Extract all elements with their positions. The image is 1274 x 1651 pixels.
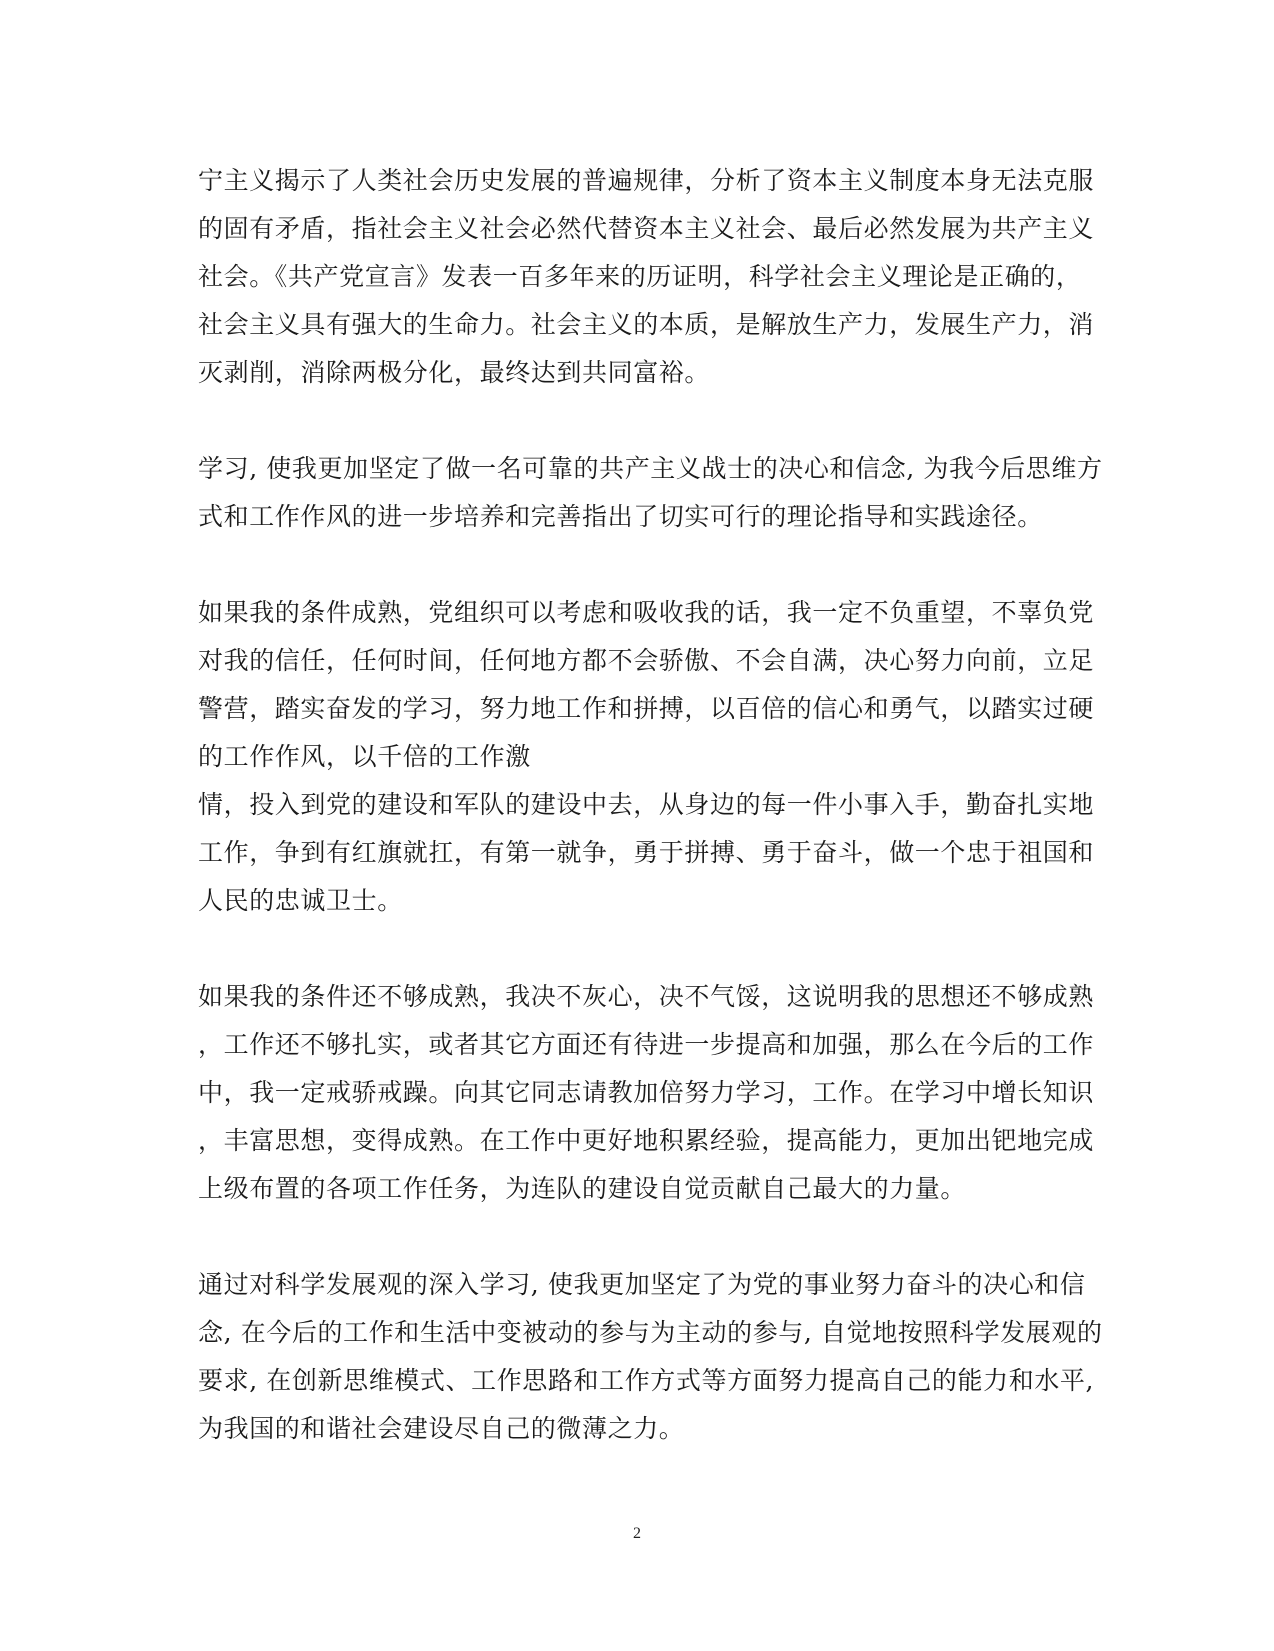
paragraph-5 [198, 1261, 1103, 1453]
paragraph-4 [198, 973, 1095, 1213]
text-line: 警营，踏实奋发的学习，努力地工作和拼搏，以百倍的信心和勇气，以踏实过硬 [198, 694, 1095, 723]
text-line: 人民的忠诚卫士。 [198, 886, 403, 915]
text-line: 如果我的条件还不够成熟，我决不灰心，决不气馁，这说明我的思想还不够成熟 [198, 982, 1095, 1011]
paragraph-3 [198, 589, 1095, 925]
paragraph-gap [198, 1213, 1078, 1261]
text-line: 情，投入到党的建设和军队的建设中去，从身边的每一件小事入手，勤奋扎实地 [198, 790, 1095, 819]
text-line: 工作，争到有红旗就扛，有第一就争，勇于拼搏、勇于奋斗，做一个忠于祖国和 [198, 838, 1095, 867]
text-line: ，工作还不够扎实，或者其它方面还有待进一步提高和加强，那么在今后的工作 [198, 1030, 1095, 1059]
text-line: 的固有矛盾，指社会主义社会必然代替资本主义社会、最后必然发展为共产主义 [198, 214, 1095, 243]
paragraph-1 [198, 157, 1095, 397]
paragraph-gap [198, 925, 1078, 973]
text-line: 宁主义揭示了人类社会历史发展的普遍规律，分析了资本主义制度本身无法克服 [198, 166, 1095, 195]
paragraph-gap [198, 397, 1078, 445]
text-line: 灭剥削，消除两极分化，最终达到共同富裕。 [198, 358, 711, 387]
page-number: 2 [633, 1525, 641, 1542]
text-line: 社会。《共产党宣言》发表一百多年来的历证明，科学社会主义理论是正确的， [198, 262, 1082, 291]
body-text [198, 157, 1103, 1453]
text-line: 式和工作作风的进一步培养和完善指出了切实可行的理论指导和实践途径。 [198, 502, 1043, 531]
text-line: 对我的信任，任何时间，任何地方都不会骄傲、不会自满，决心努力向前，立足 [198, 646, 1095, 675]
text-line: 如果我的条件成熟，党组织可以考虑和吸收我的话，我一定不负重望，不辜负党 [198, 598, 1095, 627]
text-line: 要求, 在创新思维模式、工作思路和工作方式等方面努力提高自己的能力和水平, [198, 1366, 1095, 1395]
paragraph-2 [198, 445, 1103, 541]
text-line: ，丰富思想，变得成熟。在工作中更好地积累经验，提高能力，更加出钯地完成 [198, 1126, 1095, 1155]
text-line: 念, 在今后的工作和生活中变被动的参与为主动的参与, 自觉地按照科学发展观的 [198, 1318, 1103, 1347]
text-line: 学习, 使我更加坚定了做一名可靠的共产主义战士的决心和信念, 为我今后思维方 [198, 454, 1103, 483]
text-line: 的工作作风，以千倍的工作激 [198, 742, 531, 771]
text-line: 为我国的和谐社会建设尽自己的微薄之力。 [198, 1414, 685, 1443]
text-line: 中，我一定戒骄戒躁。向其它同志请教加倍努力学习，工作。在学习中增长知识 [198, 1078, 1095, 1107]
text-line: 社会主义具有强大的生命力。社会主义的本质，是解放生产力，发展生产力，消 [198, 310, 1095, 339]
text-line: 上级布置的各项工作任务，为连队的建设自觉贡献自己最大的力量。 [198, 1174, 967, 1203]
text-line: 通过对科学发展观的深入学习, 使我更加坚定了为党的事业努力奋斗的决心和信 [198, 1270, 1086, 1299]
paragraph-gap [198, 541, 1078, 589]
